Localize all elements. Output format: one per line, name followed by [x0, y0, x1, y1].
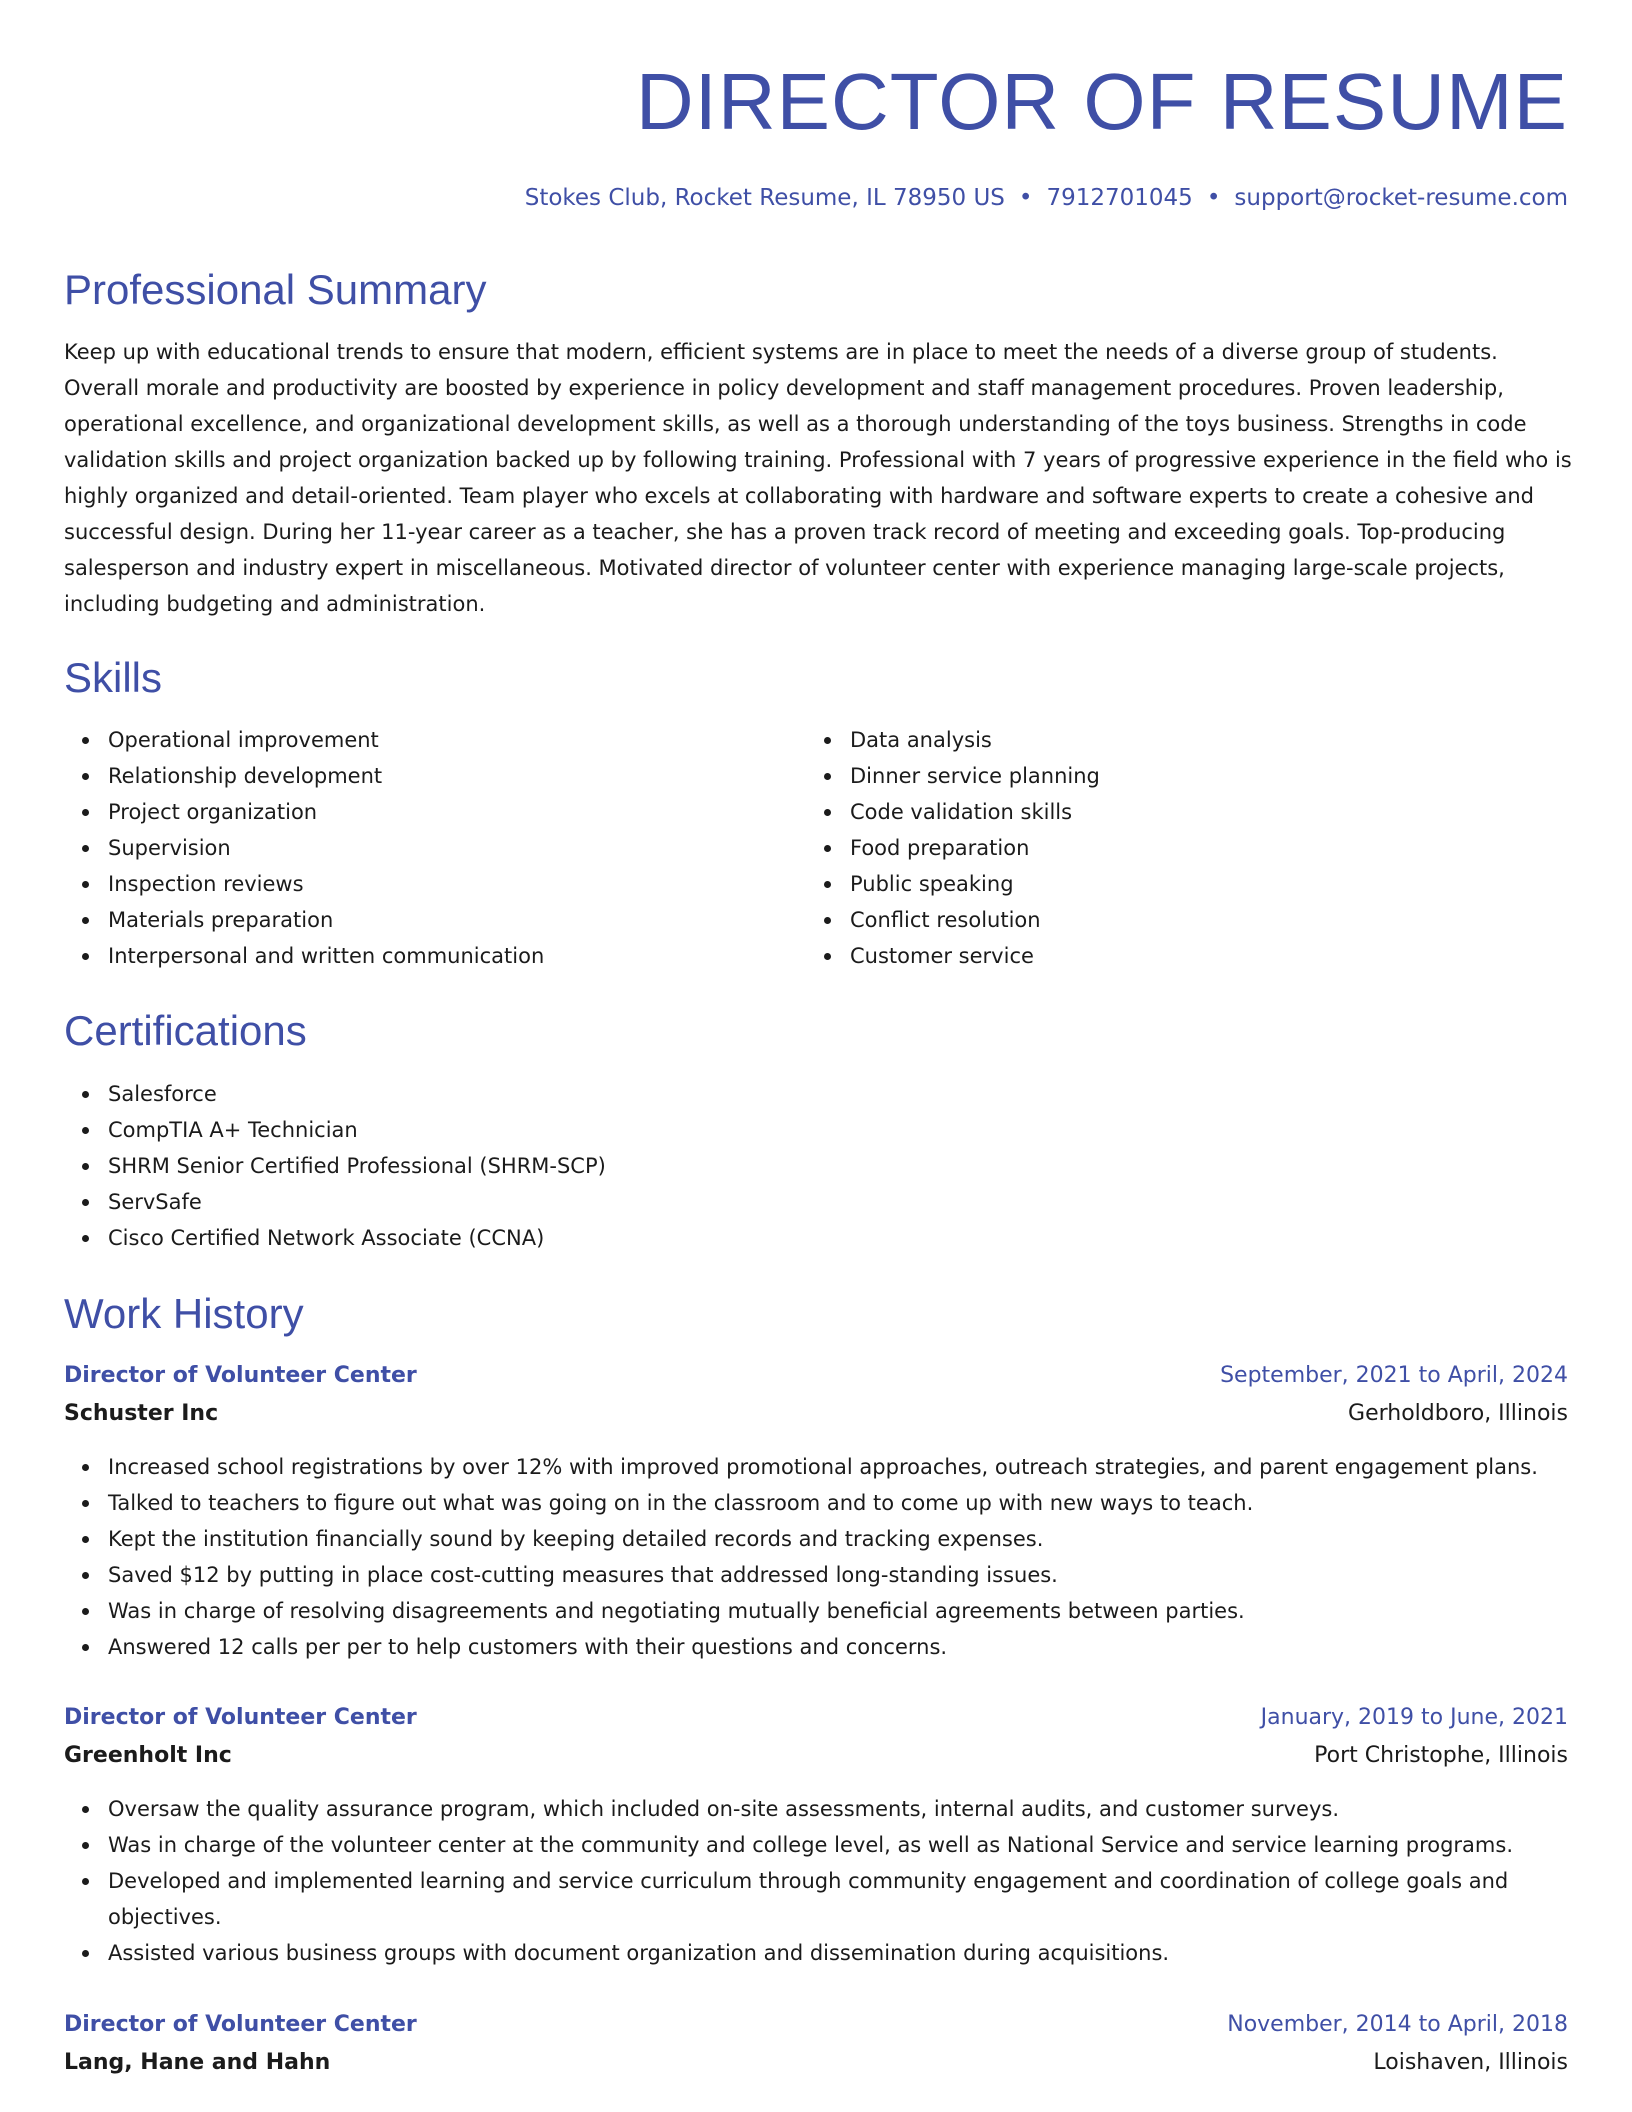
skill-item: Data analysis: [850, 722, 1550, 758]
job-dates: September, 2021 to April, 2024: [1220, 1363, 1568, 1388]
job-bullet: Oversaw the quality assurance program, which included on-site assessments, internal audits, and customer surveys.: [108, 1791, 1568, 1827]
job-company: Greenholt Inc: [64, 1743, 232, 1768]
job-title: Director of Volunteer Center: [64, 1705, 417, 1730]
job-entry: [64, 1357, 1568, 1665]
skills-list-right: [806, 722, 1550, 974]
skill-item: Public speaking: [850, 866, 1550, 902]
job-entry: [64, 1699, 1568, 1971]
job-bullet: Developed and implemented learning and service curriculum through community engagement and coordination of college goals and objectives.: [108, 1863, 1568, 1935]
certification-item: Salesforce: [108, 1076, 1208, 1112]
skill-item: Dinner service planning: [850, 758, 1550, 794]
job-bullet: Answered 12 calls per per to help customers with their questions and concerns.: [108, 1629, 1568, 1665]
job-dates: January, 2019 to June, 2021: [1260, 1705, 1568, 1730]
job-header-row: [64, 2006, 1568, 2044]
job-bullet: Assisted various business groups with document organization and dissemination during acquisitions.: [108, 1935, 1568, 1971]
resume-name: DIRECTOR OF RESUME: [635, 57, 1568, 146]
section-title-work-history: Work History: [64, 1290, 304, 1337]
job-bullets: [64, 1449, 1568, 1665]
skill-item: Interpersonal and written communication: [108, 938, 808, 974]
contact-separator: •: [1206, 185, 1221, 211]
job-company-row: [64, 1737, 1568, 1775]
certification-item: SHRM Senior Certified Professional (SHRM-SCP): [108, 1148, 1208, 1184]
skills-list-left: [64, 722, 808, 974]
section-title-summary: Professional Summary: [64, 266, 487, 313]
contact-email[interactable]: support@rocket-resume.com: [1234, 185, 1568, 211]
job-location: Gerholdboro, Illinois: [1348, 1401, 1568, 1426]
job-title: Director of Volunteer Center: [64, 1363, 417, 1388]
job-header-row: [64, 1357, 1568, 1395]
skill-item: Operational improvement: [108, 722, 808, 758]
skill-item: Project organization: [108, 794, 808, 830]
job-bullet: Was in charge of the volunteer center at the community and college level, as well as National Service and service learning programs.: [108, 1827, 1568, 1863]
skill-item: Food preparation: [850, 830, 1550, 866]
contact-address: Stokes Club, Rocket Resume, IL 78950 US: [524, 185, 1005, 211]
job-location: Loishaven, Illinois: [1373, 2050, 1568, 2075]
job-header-row: [64, 1699, 1568, 1737]
job-location: Port Christophe, Illinois: [1314, 1743, 1568, 1768]
job-title: Director of Volunteer Center: [64, 2012, 417, 2037]
job-dates: November, 2014 to April, 2018: [1227, 2012, 1568, 2037]
job-bullet: Increased school registrations by over 12% with improved promotional approaches, outreach strategies, and parent engagement plans.: [108, 1449, 1568, 1485]
job-bullet: Kept the institution financially sound by keeping detailed records and tracking expenses.: [108, 1521, 1568, 1557]
skill-item: Materials preparation: [108, 902, 808, 938]
job-bullet: Saved $12 by putting in place cost-cutting measures that addressed long-standing issues.: [108, 1557, 1568, 1593]
contact-phone: 7912701045: [1046, 185, 1193, 211]
job-company-row: [64, 2044, 1568, 2082]
summary-text: Keep up with educational trends to ensure that modern, efficient systems are in place to meet the needs of a diverse group of students. Overall morale and productivity are boosted by experience in policy development and staff management procedures. Proven leadership, operational excellence, and organizational development skills, as well as a thorough understanding of the toys business. Strengths in code validation skills and project organization backed up by following training. Professional with 7 years of progressive experience in the field who is highly organized and detail-oriented. Team player who excels at collaborating with hardware and software experts to create a cohesive and successful design. During her 11-year career as a teacher, she has a proven track record of meeting and exceeding goals. Top-producing salesperson and industry expert in miscellaneous. Motivated director of volunteer center with experience managing large-scale projects, including budgeting and administration.: [64, 340, 1572, 616]
certification-item: ServSafe: [108, 1184, 1208, 1220]
skill-item: Relationship development: [108, 758, 808, 794]
job-entry: [64, 2006, 1568, 2082]
skill-item: Supervision: [108, 830, 808, 866]
job-company: Lang, Hane and Hahn: [64, 2050, 331, 2075]
skill-item: Inspection reviews: [108, 866, 808, 902]
job-bullets: [64, 1791, 1568, 1971]
skill-item: Customer service: [850, 938, 1550, 974]
contact-separator: •: [1018, 185, 1033, 211]
skill-item: Conflict resolution: [850, 902, 1550, 938]
job-company: Schuster Inc: [64, 1401, 219, 1426]
section-title-skills: Skills: [64, 654, 163, 701]
certifications-list: [64, 1076, 1208, 1256]
section-title-certifications: Certifications: [64, 1007, 307, 1054]
job-company-row: [64, 1395, 1568, 1433]
skill-item: Code validation skills: [850, 794, 1550, 830]
certification-item: Cisco Certified Network Associate (CCNA): [108, 1220, 1208, 1256]
contact-line: [525, 181, 1568, 215]
certification-item: CompTIA A+ Technician: [108, 1112, 1208, 1148]
job-bullet: Talked to teachers to figure out what was going on in the classroom and to come up with new ways to teach.: [108, 1485, 1568, 1521]
job-bullet: Was in charge of resolving disagreements and negotiating mutually beneficial agreements between parties.: [108, 1593, 1568, 1629]
